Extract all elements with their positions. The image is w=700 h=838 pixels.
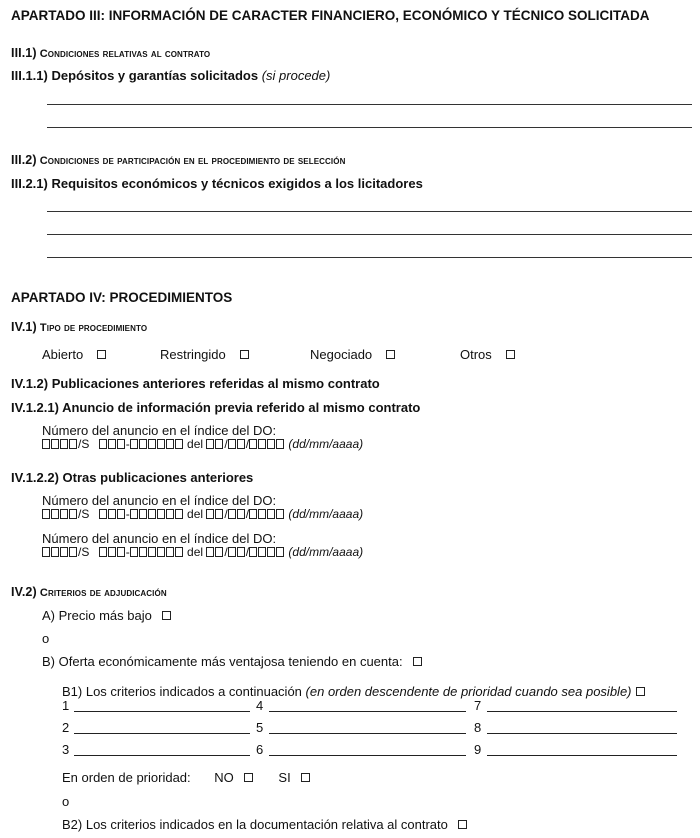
- criterion-b1-label: B1) Los criterios indicados a continuación: [62, 684, 302, 699]
- abierto-checkbox[interactable]: [97, 350, 106, 359]
- otros-checkbox[interactable]: [506, 350, 515, 359]
- b1-checkbox[interactable]: [636, 687, 645, 696]
- criterion-b-label: B) Oferta económicamente más ventajosa teniendo en cuenta:: [42, 654, 403, 669]
- option-negociado-label: Negociado: [310, 347, 373, 362]
- date-format: (dd/mm/aaaa): [288, 437, 364, 451]
- section-iv-1-heading: [11, 320, 147, 334]
- no-checkbox[interactable]: [244, 773, 253, 782]
- oferta-checkbox[interactable]: [413, 657, 422, 666]
- option-restringido-label: Restringido: [160, 347, 226, 362]
- criterion-b1-note: (en orden descendente de prioridad cuando sea posible): [305, 684, 632, 699]
- section-iv-2-number: IV.2): [11, 585, 37, 599]
- fill-line[interactable]: [47, 257, 692, 258]
- section-iii-1-1-label: III.1.1) Depósitos y garantías solicitados: [11, 68, 259, 83]
- section-iii-1-number: III.1): [11, 46, 37, 60]
- anuncio-label: Número del anuncio en el índice del DO:: [42, 493, 277, 508]
- criterion-number: 9: [474, 742, 482, 757]
- section-iii-2-label: Condiciones de participación en el procedimiento de selección: [39, 155, 346, 167]
- criterion-line[interactable]: [74, 711, 250, 712]
- anuncio-number-row[interactable]: /S - del / / (dd/mm/aaaa): [42, 545, 363, 559]
- option-otros-label: Otros: [460, 347, 492, 362]
- s-separator: /S: [78, 437, 90, 451]
- section-iv-2-label: Criterios de adjudicación: [39, 587, 167, 599]
- section-iii-1-1-heading: [11, 68, 330, 83]
- section-iii-1-label: Condiciones relativas al contrato: [39, 48, 211, 60]
- section-iii-1-1-note: (si procede): [261, 68, 331, 83]
- anuncio-number-row[interactable]: /S - del / / (dd/mm/aaaa): [42, 507, 363, 521]
- section-iii-2-heading: [11, 153, 345, 167]
- criterion-line[interactable]: [269, 755, 466, 756]
- criterion-line[interactable]: [487, 755, 677, 756]
- criterion-number: 6: [256, 742, 264, 757]
- si-label: SI: [278, 770, 291, 785]
- fill-line[interactable]: [47, 127, 692, 128]
- section-iv-1-2-2-heading: IV.1.2.2) Otras publicaciones anteriores: [11, 470, 254, 485]
- criterion-number: 7: [474, 698, 482, 713]
- criterion-number: 1: [62, 698, 70, 713]
- criterion-line[interactable]: [74, 733, 250, 734]
- fill-line[interactable]: [47, 104, 692, 105]
- criterion-number: 4: [256, 698, 264, 713]
- criterion-line[interactable]: [74, 755, 250, 756]
- criterion-line[interactable]: [269, 711, 466, 712]
- option-otros: [460, 347, 515, 362]
- precio-checkbox[interactable]: [162, 611, 171, 620]
- criterion-a-label: A) Precio más bajo: [42, 608, 152, 623]
- criterion-b2-label: B2) Los criterios indicados en la documentación relativa al contrato: [62, 817, 448, 832]
- orden-prioridad-label: En orden de prioridad:: [62, 770, 191, 785]
- negociado-checkbox[interactable]: [386, 350, 395, 359]
- criterion-line[interactable]: [269, 733, 466, 734]
- criterion-number: 2: [62, 720, 70, 735]
- option-abierto-label: Abierto: [42, 347, 84, 362]
- fill-line[interactable]: [47, 211, 692, 212]
- apartado-iv-title: APARTADO IV: PROCEDIMIENTOS: [11, 290, 233, 305]
- section-iii-2-number: III.2): [11, 153, 37, 167]
- anuncio-label: Número del anuncio en el índice del DO:: [42, 531, 277, 546]
- criterion-number: 5: [256, 720, 264, 735]
- apartado-iii-title: APARTADO III: INFORMACIÓN DE CARACTER FINANCIERO, ECONÓMICO Y TÉCNICO SOLICITADA: [11, 8, 650, 23]
- criterion-line[interactable]: [487, 711, 677, 712]
- section-iii-1-heading: [11, 46, 210, 60]
- section-iii-2-1-heading: III.2.1) Requisitos económicos y técnicos exigidos a los licitadores: [11, 176, 423, 191]
- section-iv-2-heading: [11, 585, 167, 599]
- section-iv-1-2-1-heading: IV.1.2.1) Anuncio de información previa referido al mismo contrato: [11, 400, 421, 415]
- option-restringido: [160, 347, 249, 362]
- criterion-a: [42, 608, 171, 623]
- criterion-b: [42, 654, 422, 669]
- section-iv-1-2-heading: IV.1.2) Publicaciones anteriores referidas al mismo contrato: [11, 376, 380, 391]
- criterion-b1: [62, 684, 645, 699]
- criterion-b2: [62, 817, 467, 832]
- orden-prioridad-row: [62, 770, 310, 785]
- anuncio-label: Número del anuncio en el índice del DO:: [42, 423, 277, 438]
- criterion-number: 3: [62, 742, 70, 757]
- del-text: del: [187, 437, 204, 451]
- si-checkbox[interactable]: [301, 773, 310, 782]
- or-text: o: [62, 794, 70, 809]
- restringido-checkbox[interactable]: [240, 350, 249, 359]
- fill-line[interactable]: [47, 234, 692, 235]
- option-abierto: [42, 347, 106, 362]
- no-label: NO: [214, 770, 234, 785]
- section-iv-1-number: IV.1): [11, 320, 37, 334]
- section-iv-1-label: Tipo de procedimiento: [39, 322, 148, 334]
- option-negociado: [310, 347, 395, 362]
- b2-checkbox[interactable]: [458, 820, 467, 829]
- criterion-number: 8: [474, 720, 482, 735]
- anuncio-number-row[interactable]: /S - del / / (dd/mm/aaaa): [42, 437, 363, 451]
- criterion-line[interactable]: [487, 733, 677, 734]
- or-text: o: [42, 631, 50, 646]
